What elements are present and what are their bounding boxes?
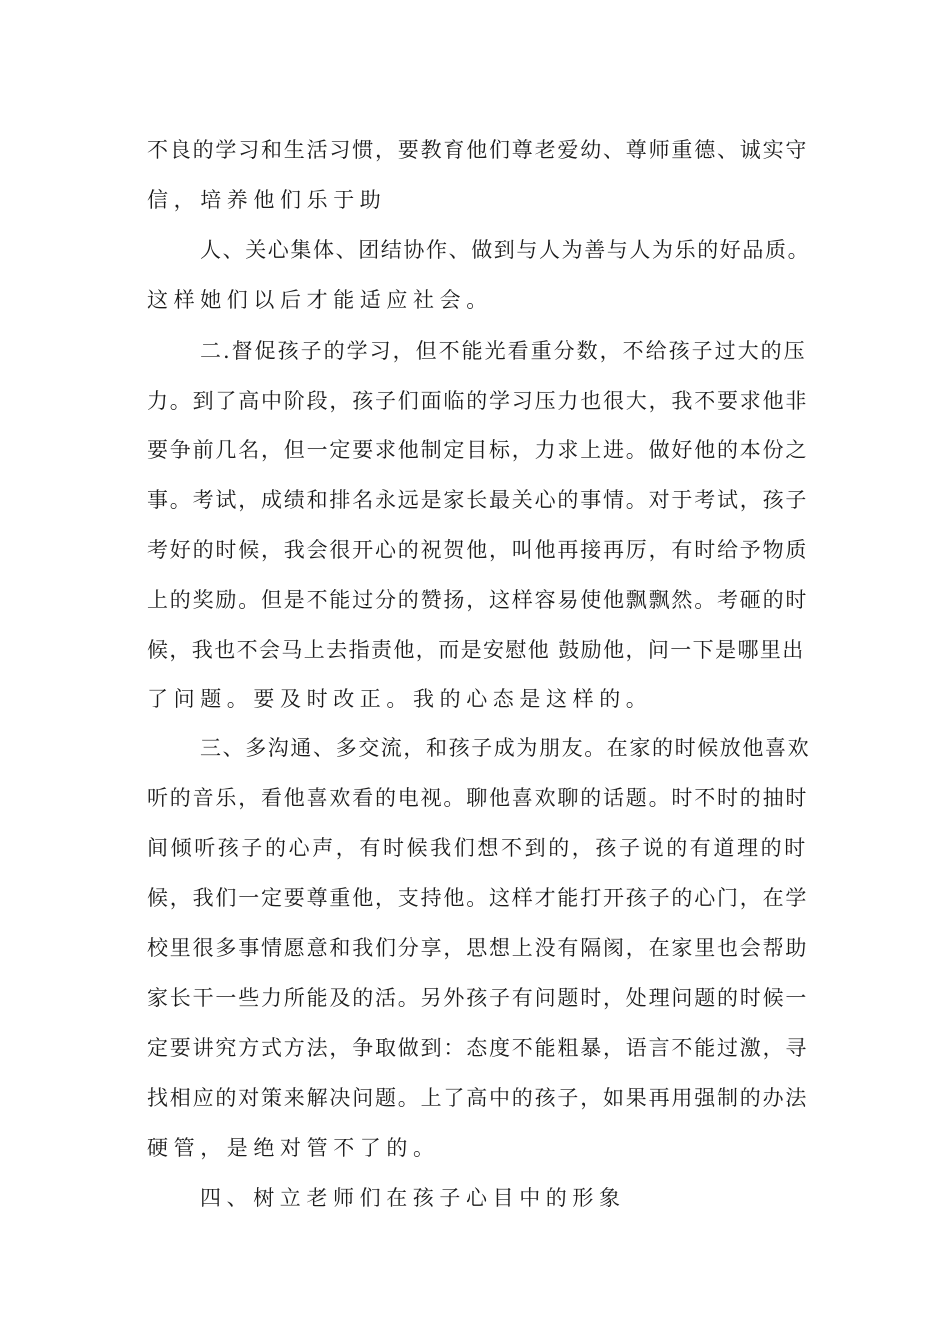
paragraph-line: 力。到了高中阶段，孩子们面临的学习压力也很大，我不要求他非 bbox=[147, 389, 809, 413]
paragraph-line: 家长干一些力所能及的活。另外孩子有问题时，处理问题的时候一 bbox=[147, 986, 809, 1010]
paragraph-line: 间倾听孩子的心声，有时候我们想不到的，孩子说的有道理的时 bbox=[147, 836, 808, 860]
section-heading-4: 四、树立老师们在孩子心目中的形象 bbox=[200, 1186, 626, 1210]
paragraph-line: 找相应的对策来解决问题。上了高中的孩子，如果再用强制的办法 bbox=[147, 1086, 809, 1110]
paragraph-line: 考好的时候，我会很开心的祝贺他，叫他再接再厉，有时给予物质 bbox=[147, 538, 809, 562]
paragraph-line: 要争前几名，但一定要求他制定目标，力求上进。做好他的本份之 bbox=[147, 438, 809, 462]
paragraph-line: 上的奖励。但是不能过分的赞扬，这样容易使他飘飘然。考砸的时 bbox=[147, 588, 809, 612]
paragraph-line: 候，我们一定要尊重他，支持他。这样才能打开孩子的心门，在学 bbox=[147, 886, 809, 910]
paragraph-line: 校里很多事情愿意和我们分享，思想上没有隔阂，在家里也会帮助 bbox=[147, 936, 809, 960]
paragraph-line: 定要讲究方式方法，争取做到：态度不能粗暴，语言不能过激，寻 bbox=[147, 1036, 809, 1060]
section-heading-2: 二.督促孩子的学习，但不能光看重分数，不给孩子过大的压 bbox=[200, 339, 807, 363]
paragraph-line: 不良的学习和生活习惯，要教育他们尊老爱幼、尊师重德、诚实守 bbox=[147, 138, 809, 162]
paragraph-line: 候，我也不会马上去指责他，而是安慰他 鼓励他，问一下是哪里出 bbox=[147, 638, 805, 662]
paragraph-line: 听的音乐，看他喜欢看的电视。聊他喜欢聊的话题。时不时的抽时 bbox=[147, 786, 809, 810]
section-heading-3: 三、多沟通、多交流，和孩子成为朋友。在家的时候放他喜欢 bbox=[200, 736, 811, 760]
paragraph-line: 了问题。要及时改正。我的心态是这样的。 bbox=[147, 687, 653, 711]
paragraph-line: 硬管，是绝对管不了的。 bbox=[147, 1136, 440, 1160]
paragraph-line: 这样她们以后才能适应社会。 bbox=[147, 288, 493, 312]
paragraph-line: 事。考试，成绩和排名永远是家长最关心的事情。对于考试，孩子 bbox=[147, 488, 809, 512]
paragraph-line: 人、关心集体、团结协作、做到与人为善与人为乐的好品质。 bbox=[200, 238, 811, 262]
paragraph-line: 信，培养他们乐于助 bbox=[147, 188, 387, 212]
